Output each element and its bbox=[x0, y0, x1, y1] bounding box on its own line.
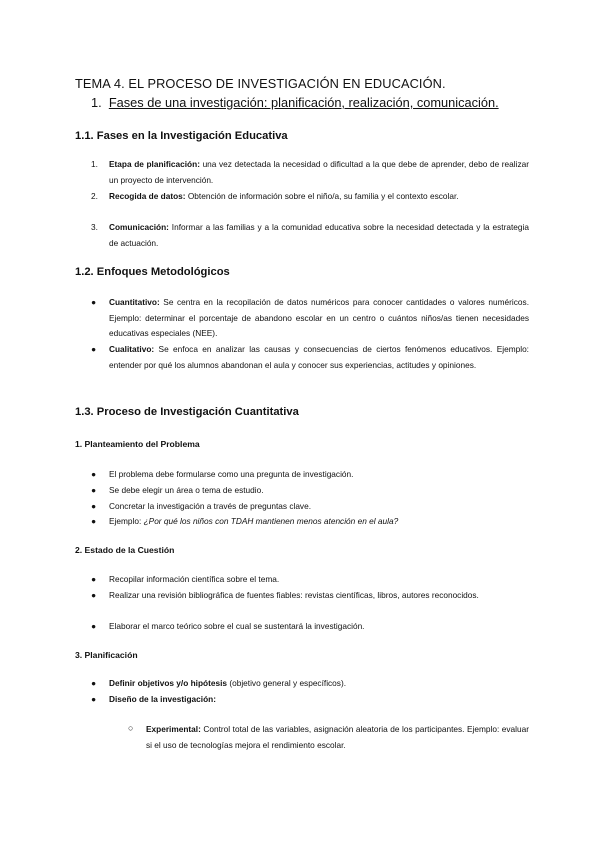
document-title: TEMA 4. EL PROCESO DE INVESTIGACIÓN EN EDUCACIÓN. bbox=[75, 76, 446, 91]
subtitle-number: 1. bbox=[91, 95, 102, 110]
bullet-icon: ● bbox=[91, 501, 97, 511]
section-heading-1-3: 1.3. Proceso de Investigación Cuantitativa bbox=[75, 406, 299, 418]
bullet-icon: ● bbox=[91, 516, 97, 526]
bullet-icon: ● bbox=[91, 344, 97, 354]
section-heading-1-1: 1.1. Fases en la Investigación Educativa bbox=[75, 130, 288, 142]
bullet-icon: ● bbox=[91, 297, 97, 307]
bullet-icon: ● bbox=[91, 694, 97, 704]
bullet-icon: ● bbox=[91, 678, 97, 688]
bullet-icon: ● bbox=[91, 469, 97, 479]
subsection-heading-3: 3. Planificación bbox=[75, 650, 138, 660]
subtitle bbox=[91, 95, 499, 110]
bullet-icon: ● bbox=[91, 621, 97, 631]
list-number: 3. bbox=[91, 222, 98, 232]
bullet-icon: ● bbox=[91, 590, 97, 600]
subsection-heading-2: 2. Estado de la Cuestión bbox=[75, 545, 175, 555]
bullet-icon: ● bbox=[91, 574, 97, 584]
hollow-circle-bullet-icon: ○ bbox=[128, 723, 134, 733]
subsection-heading-1: 1. Planteamiento del Problema bbox=[75, 439, 200, 449]
list-number: 1. bbox=[91, 159, 98, 169]
bullet-icon: ● bbox=[91, 485, 97, 495]
section-heading-1-2: 1.2. Enfoques Metodológicos bbox=[75, 266, 230, 278]
subtitle-text: Fases de una investigación: planificación, realización, comunicación. bbox=[108, 95, 499, 110]
list-number: 2. bbox=[91, 191, 98, 201]
document-page: TEMA 4. EL PROCESO DE INVESTIGACIÓN EN EDUCACIÓN. 1. Fases de una investigación: planificación, realización, comunicación. 1.1. Fases en la Investigación Educativa 1. Etapa de planificación: una vez detectada la necesidad o dificultad a la que debe de aprender, debo de realizar un proyecto de intervención. 2. Recogida de datos: Obtención de información sobre el niño/a, su familia y el contexto escolar. 3. Comunicación: Informar a las familias y a la comunidad educativa sobre la necesidad detectada y la estrategia de actuación. 1.2. Enfoques Metodológicos ● Cuantitativo: Se centra en la recopilación de datos numéricos para conocer cantidades o valores numéricos. Ejemplo: determinar el porcentaje de abandono escolar en un centro o cuántos niños/as tienen necesidades educativas especiales (NEE). ● Cualitativo: Se enfoca en analizar las causas y consecuencias de ciertos fenómenos educativos. Ejemplo: entender por qué los alumnos abandonan el aula y conocer sus experiencias, actitudes y opiniones. 1.3. Proceso de Investigación Cuantitativa 1. Planteamiento del Problema ● El problema debe formularse como una pregunta de investigación. ● Se debe elegir un área o tema de estudio. ● Concretar la investigación a través de preguntas clave. ● Ejemplo: ¿Por qué los niños con TDAH mantienen menos atención en el aula? 2. Estado de la Cuestión ● Recopilar información científica sobre el tema. ● Realizar una revisión bibliográfica de fuentes fiables: revistas científicas, libros, autores reconocidos. ● Elaborar el marco teórico sobre el cual se sustentará la investigación. 3. Planificación ● Definir objetivos y/o hipótesis (objetivo general y específicos). ● Diseño de la investigación: ○ Experimental: Control total de las variables, asignación aleatoria de los participantes. Ejemplo: evaluar si el uso de tecnologías mejora el rendimiento escolar. bbox=[75, 76, 529, 750]
